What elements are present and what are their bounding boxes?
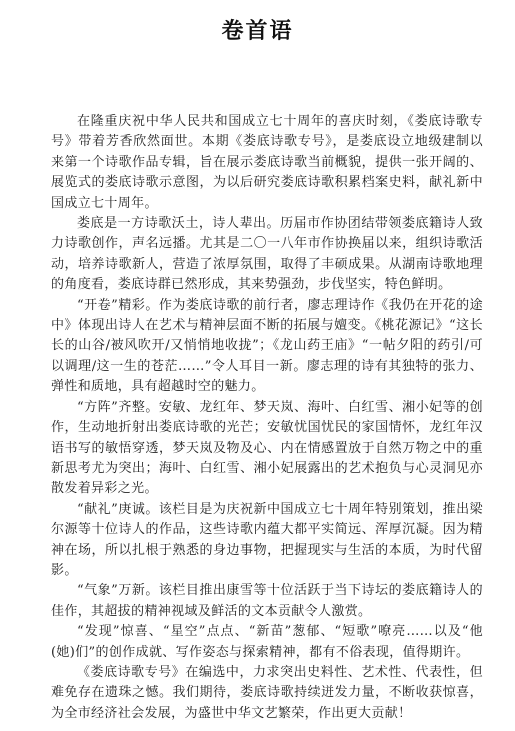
paragraph: 《娄底诗歌专号》在编选中，力求突出史料性、艺术性、代表性，但难免存在遗珠之憾。我们期待，娄底诗歌持续迸发力量，不断收获惊喜，为全市经济社会发展，为盛世中华文艺繁荣，作出更大贡献！ bbox=[51, 664, 483, 721]
paragraph: 娄底是一方诗歌沃土，诗人辈出。历届市作协团结带领娄底籍诗人致力诗歌创作，声名远播。尤其是二〇一八年市作协换届以来，组织诗歌活动，培养诗歌新人，营造了浓厚氛围，取得了丰硕成果。从湖南诗歌地理的角度看，娄底诗群已然形成，其来势强劲，步伐坚实，特色鲜明。 bbox=[51, 216, 483, 293]
paragraph: “气象”万新。该栏目推出康雪等十位活跃于当下诗坛的娄底籍诗人的佳作，其超拔的精神视域及鲜活的文本贡献令人激赏。 bbox=[51, 583, 483, 619]
page-title: 卷首语 bbox=[221, 18, 294, 44]
paragraph: “方阵”齐整。安敏、龙红年、梦天岚、海叶、白红雪、湘小妃等的创作，生动地折射出娄底诗歌的光芒；安敏忧国忧民的家国情怀，龙红年汉语书写的敏悟穿透，梦天岚及物及心、内在情感置放于自然万物之中的重新思考尤为突出；海叶、白红雪、湘小妃展露出的艺术抱负与心灵洞见亦散发着异彩之光。 bbox=[51, 399, 483, 497]
paragraph: “开卷”精彩。作为娄底诗歌的前行者，廖志理诗作《我仍在开花的途中》体现出诗人在艺术与精神层面不断的拓展与嬗变。《桃花源记》“这长长的山谷/被风吹开/又悄悄地收拢”；《龙山药王庙》“一帖夕阳的药引/可以调理/这一生的苍茫……”令人耳目一新。廖志理的诗有其独特的张力、弹性和质地，具有超越时空的魅力。 bbox=[51, 297, 483, 395]
article-body bbox=[51, 112, 483, 724]
paragraph: “发现”惊喜、“星空”点点、“新苗”葱郁、“短歌”嘹亮……以及“他(她)们”的创作成就、写作姿态与探索精神，都有不俗表现，值得期许。 bbox=[51, 624, 483, 660]
paragraph: 在隆重庆祝中华人民共和国成立七十周年的喜庆时刻，《娄底诗歌专号》带着芳香欣然面世。本期《娄底诗歌专号》，是娄底设立地级建制以来第一个诗歌作品专辑，旨在展示娄底诗歌当前概貌，提供一张开阔的、展览式的娄底诗歌示意图，为以后研究娄底诗歌积累档案史料，献礼新中国成立七十周年。 bbox=[51, 114, 483, 211]
paragraph: “献礼”庚诚。该栏目是为庆祝新中国成立七十周年特别策划，推出梁尔源等十位诗人的作品，这些诗歌内蕴大都平实简远、浑厚沉凝。因为精神在场，所以扎根于熟悉的身边事物，把握现实与生活的本质，为时代留影。 bbox=[51, 501, 483, 578]
